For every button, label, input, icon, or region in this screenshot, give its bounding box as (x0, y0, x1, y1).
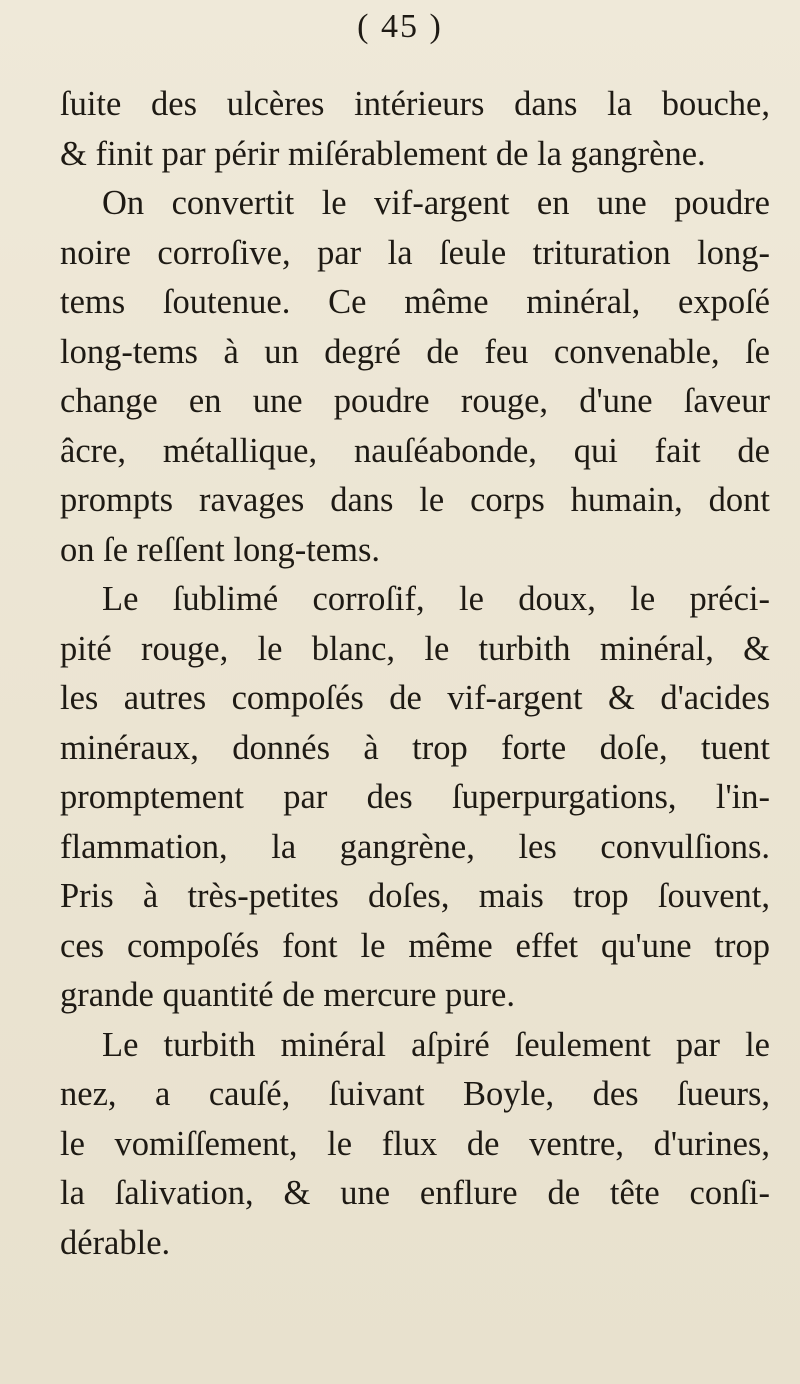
page-number-header: ( 45 ) (357, 8, 443, 45)
text-line: dérable. (60, 1223, 171, 1262)
text-line: Pris à très-petites doſes, mais trop ſouvent, (60, 877, 770, 915)
text-line: & finit par périr miſérablement de la gangrène. (60, 134, 706, 173)
text-line: noire corroſive, par la ſeule trituration long- (60, 233, 770, 272)
text-line: flammation, la gangrène, les convulſions. (60, 827, 770, 866)
text-line: les autres compoſés de vif-argent & d'acides (60, 679, 770, 717)
text-line: promptement par des ſuperpurgations, l'in- (60, 778, 770, 816)
text-line: long-tems à un degré de feu convenable, ſe (60, 332, 770, 371)
text-line: on ſe reſſent long-tems. (60, 530, 381, 569)
text-line: On convertit le vif-argent en une poudre (102, 184, 770, 222)
text-line: nez, a cauſé, ſuivant Boyle, des ſueurs, (60, 1075, 770, 1113)
text-line: la ſalivation, & une enflure de tête conſi- (60, 1174, 770, 1212)
text-line: grande quantité de mercure pure. (60, 976, 515, 1014)
text-line: ſuite des ulcères intérieurs dans la bouche, (60, 85, 770, 123)
text-line: prompts ravages dans le corps humain, dont (60, 481, 770, 519)
text-line: minéraux, donnés à trop forte doſe, tuent (60, 728, 770, 767)
text-line: tems ſoutenue. Ce même minéral, expoſé (60, 283, 770, 321)
text-line: change en une poudre rouge, d'une ſaveur (60, 382, 770, 420)
text-line: ces compoſés font le même effet qu'une trop (60, 926, 770, 965)
text-line: pité rouge, le blanc, le turbith minéral, & (60, 629, 770, 668)
text-line: Le turbith minéral aſpiré ſeulement par le (102, 1025, 770, 1064)
text-line: le vomiſſement, le flux de ventre, d'urines, (60, 1124, 770, 1163)
text-line: Le ſublimé corroſif, le doux, le préci- (102, 580, 770, 618)
text-line: âcre, métallique, nauſéabonde, qui fait de (60, 431, 770, 470)
body-text (60, 80, 770, 1268)
